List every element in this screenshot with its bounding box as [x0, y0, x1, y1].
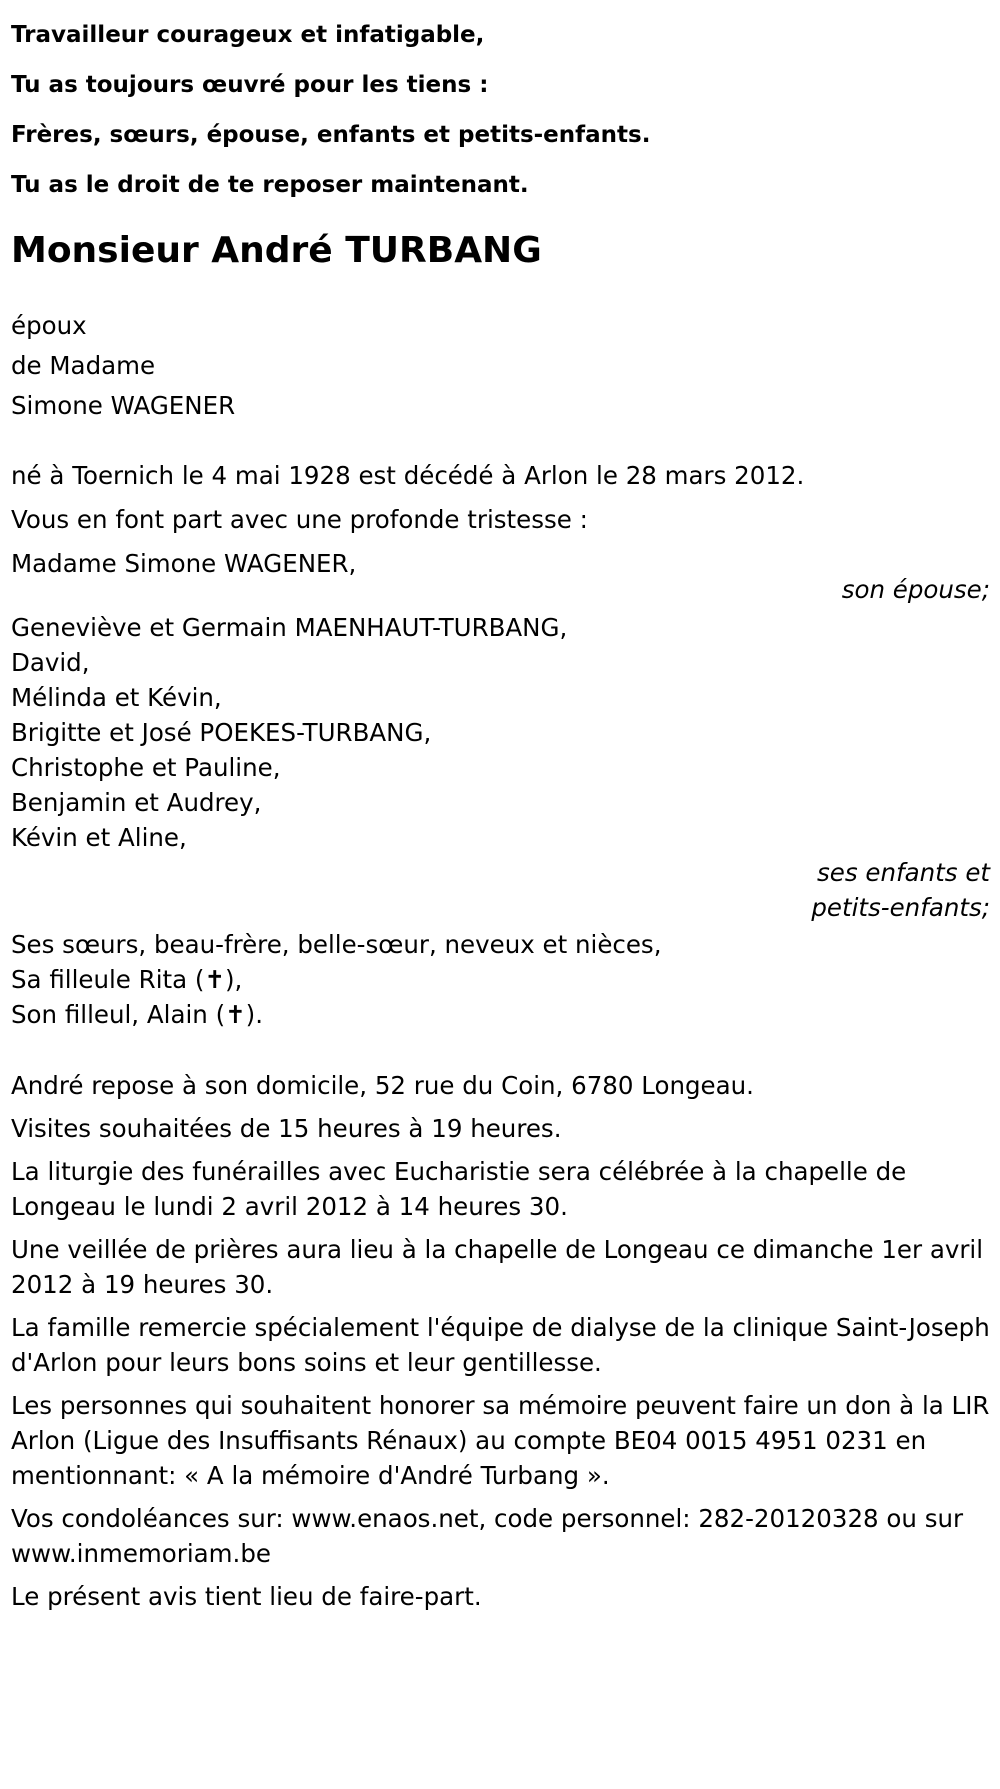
list-item: Son filleul, Alain (✝).: [11, 1000, 264, 1029]
paragraph: Une veillée de prières aura lieu à la chapelle de Longeau ce dimanche 1er avril 2012 à 19 heures 30.: [11, 1235, 984, 1299]
spouse-line: Simone WAGENER: [11, 391, 236, 420]
paragraph: André repose à son domicile, 52 rue du Coin, 6780 Longeau.: [11, 1071, 754, 1100]
list-item: David,: [11, 648, 90, 677]
children-list: [11, 610, 990, 855]
poem-line: Tu as le droit de te reposer maintenant.: [11, 172, 529, 198]
list-item: Sa filleule Rita (✝),: [11, 965, 243, 994]
announcement: Vous en font part avec une profonde tristesse :: [11, 505, 588, 534]
paragraph: La famille remercie spécialement l'équipe de dialyse de la clinique Saint-Joseph d'Arlon pour leurs bons soins et leur gentillesse.: [11, 1313, 990, 1377]
children-role-line: ses enfants et: [817, 858, 990, 887]
spouse-info: [11, 306, 990, 426]
spouse-line: époux: [11, 311, 87, 340]
list-item: Mélinda et Kévin,: [11, 683, 222, 712]
paragraph: Vos condoléances sur: www.enaos.net, code personnel: 282-20120328 ou sur www.inmemoriam.be: [11, 1504, 964, 1568]
paragraph: Le présent avis tient lieu de faire-part.: [11, 1582, 482, 1611]
children-role: [11, 855, 990, 925]
poem: [11, 0, 990, 210]
paragraph: La liturgie des funérailles avec Eucharistie sera célébrée à la chapelle de Longeau le lundi 2 avril 2012 à 14 heures 30.: [11, 1157, 907, 1221]
relatives-list: [11, 927, 990, 1032]
wife-name: Madame Simone WAGENER,: [11, 549, 357, 578]
list-item: Benjamin et Audrey,: [11, 788, 262, 817]
list-item: Ses sœurs, beau-frère, belle-sœur, neveux et nièces,: [11, 930, 662, 959]
deceased-name: Monsieur André TURBANG: [11, 230, 542, 271]
poem-line: Tu as toujours œuvré pour les tiens :: [11, 72, 489, 98]
paragraph: Les personnes qui souhaitent honorer sa mémoire peuvent faire un don à la LIR Arlon (Ligue des Insuffisants Rénaux) au compte BE04 0015 4951 0231 en mentionnant: « A la mémoire d'André Turbang ».: [11, 1391, 990, 1490]
wife-role: son épouse;: [841, 575, 990, 604]
poem-line: Frères, sœurs, épouse, enfants et petits-enfants.: [11, 122, 651, 148]
paragraph: Visites souhaitées de 15 heures à 19 heures.: [11, 1114, 562, 1143]
children-role-line: petits-enfants;: [811, 893, 990, 922]
spouse-line: de Madame: [11, 351, 156, 380]
list-item: Geneviève et Germain MAENHAUT-TURBANG,: [11, 613, 568, 642]
list-item: Kévin et Aline,: [11, 823, 187, 852]
details: [11, 1068, 990, 1614]
list-item: Christophe et Pauline,: [11, 753, 281, 782]
list-item: Brigitte et José POEKES-TURBANG,: [11, 718, 432, 747]
poem-line: Travailleur courageux et infatigable,: [11, 22, 485, 48]
birth-death: né à Toernich le 4 mai 1928 est décédé à Arlon le 28 mars 2012.: [11, 461, 805, 490]
